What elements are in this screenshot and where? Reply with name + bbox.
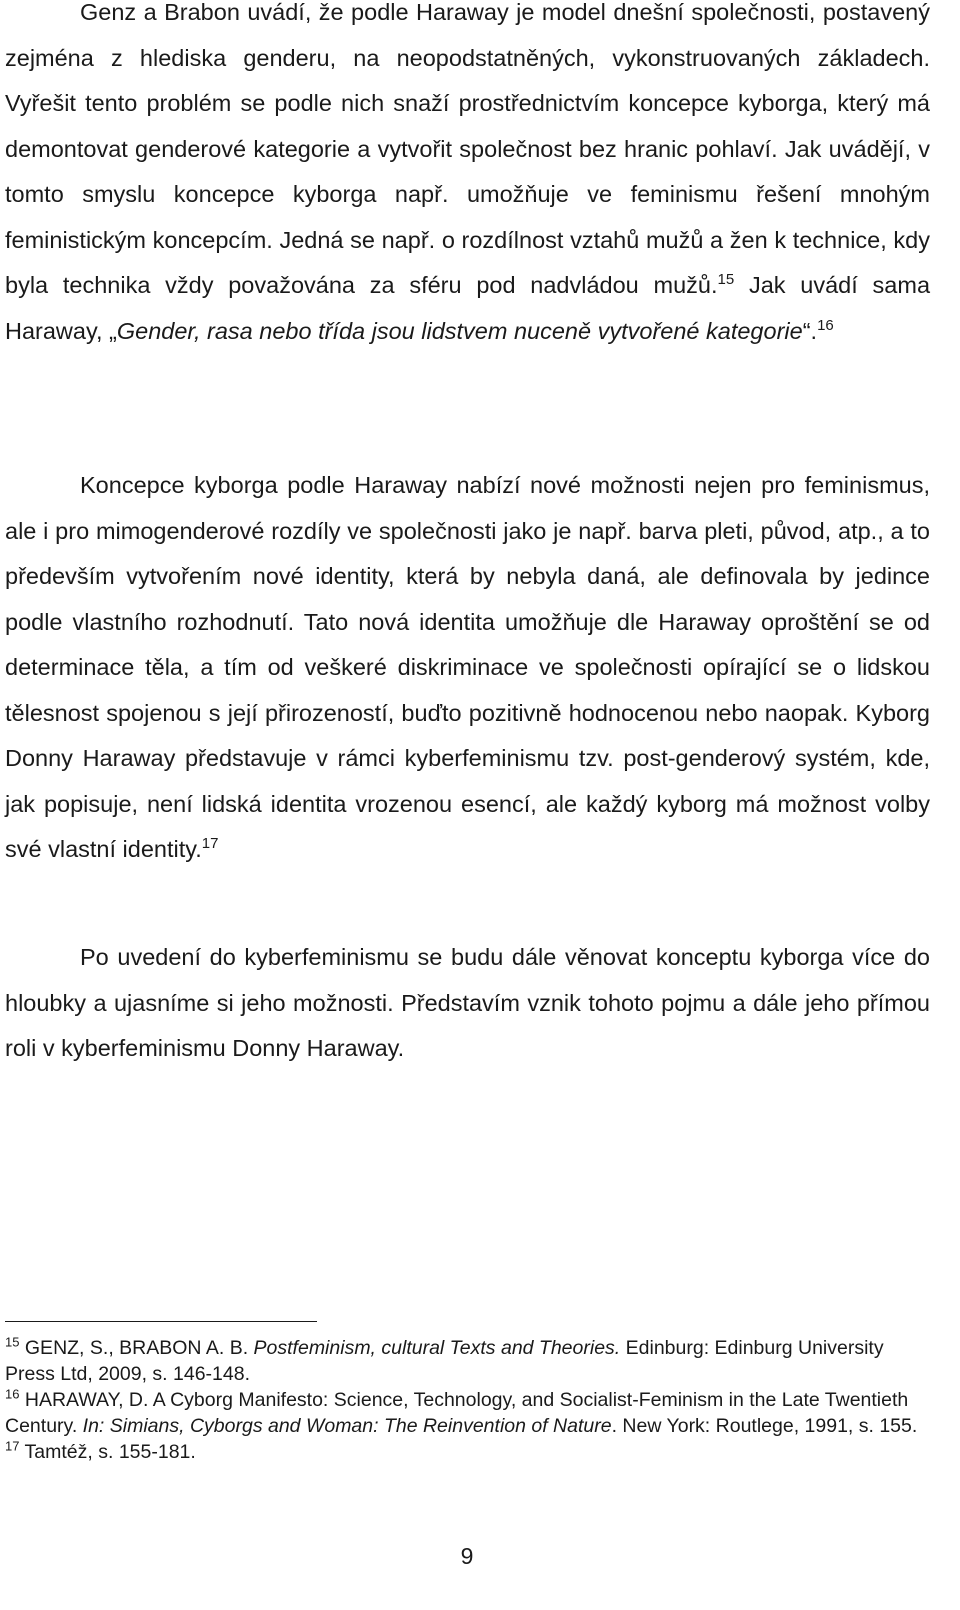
footnote-16 — [5, 1387, 930, 1439]
paragraph-2 — [5, 463, 930, 873]
footnote-text: HARAWAY, D. A Cyborg Manifesto: Science, Technology, and Socialist-Feminism in the Late Twentieth Century. — [5, 1389, 909, 1437]
footnotes — [5, 1335, 930, 1465]
footnote-number: 15 — [5, 1334, 20, 1350]
footnote-title: Postfeminism, cultural Texts and Theories. — [253, 1337, 621, 1359]
haraway-quote: Gender, rasa nebo třída jsou lidstvem nuceně vytvořené kategorie — [116, 317, 803, 344]
footnote-text: GENZ, S., BRABON A. B. — [24, 1337, 254, 1359]
footnote-ref-16[interactable]: 16 — [817, 316, 834, 334]
footnote-ref-17[interactable]: 17 — [201, 835, 219, 853]
footnote-15 — [5, 1335, 930, 1387]
footnote-17 — [5, 1439, 930, 1465]
paragraph-3 — [5, 935, 930, 1072]
footnote-ref-15[interactable]: 15 — [717, 271, 735, 289]
footnote-text-cont: Edinburg: Edinburg University Press Ltd, 2009, s. 146-148. — [5, 1337, 884, 1385]
paragraph-1 — [5, 0, 930, 354]
quote-close: “. — [802, 317, 818, 344]
paragraph-2-text: Koncepce kyborga podle Haraway nabízí nové možnosti nejen pro feminismus, ale i pro mimogenderové rozdíly ve společnosti jako je např. barva pleti, původ, atp., a to především vytvořením nové identity, která by nebyla daná, ale definovala by jedince podle vlastního rozhodnutí. Tato nová identita umožňuje dle Haraway oproštění se od determinace těla, a tím od veškeré diskriminace ve společnosti opírající se o lidskou tělesnost spojenou s její přirozeností, buďto pozitivně hodnocenou nebo naopak. Kyborg Donny Haraway představuje v rámci kyberfeminismu tzv. post-genderový systém, kde, jak popisuje, není lidská identita vrozenou esencí, ale každý kyborg má možnost volby své vlastní identity. — [5, 472, 930, 862]
footnote-text-cont: . New York: Routlege, 1991, s. 155. — [611, 1415, 918, 1437]
paragraph-1-text: Genz a Brabon uvádí, že podle Haraway je model dnešní společnosti, postavený zejména z hlediska genderu, na neopodstatněných, vykonstruovaných základech. Vyřešit tento problém se podle nich snaží prostřednictvím koncepce kyborga, který má demontovat genderové kategorie a vytvořit společnost bez hranic pohlaví. Jak uvádějí, v tomto smyslu koncepce kyborga např. umožňuje ve feminismu řešení mnohým feministickým koncepcím. Jedná se např. o rozdílnost vztahů mužů a žen k technice, kdy byla technika vždy považována za sféru pod nadvládou mužů. — [5, 0, 930, 298]
paragraph-1-text-cont: Jak uvádí sama Haraway, „ — [5, 272, 931, 344]
footnote-separator — [5, 1321, 317, 1322]
footnote-title: In: Simians, Cyborgs and Woman: The Reinvention of Nature — [82, 1415, 612, 1437]
paragraph-3-text: Po uvedení do kyberfeminismu se budu dále věnovat konceptu kyborga více do hloubky a ujasníme si jeho možnosti. Představím vznik tohoto pojmu a dále jeho přímou roli v kyberfeminismu Donny Haraway. — [5, 944, 930, 1061]
page-number: 9 — [460, 1543, 474, 1569]
footnote-number: 17 — [5, 1438, 20, 1454]
footnote-text: Tamtéž, s. 155-181. — [24, 1441, 196, 1463]
footnote-number: 16 — [5, 1386, 20, 1402]
